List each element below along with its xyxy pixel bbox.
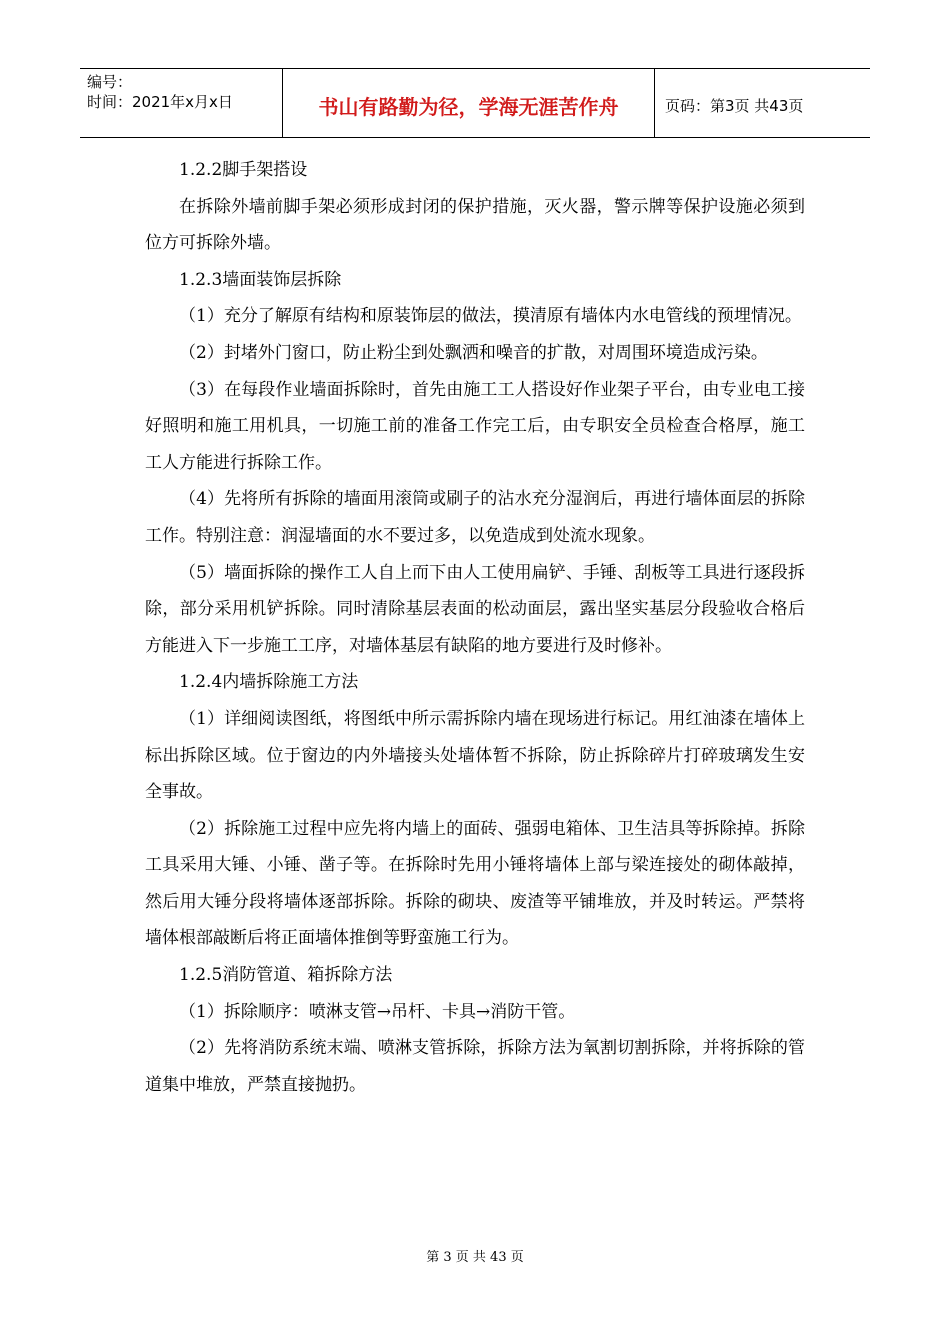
header-meta: [80, 69, 283, 137]
paragraph: （1）详细阅读图纸，将图纸中所示需拆除内墙在现场进行标记。用红油漆在墙体上标出拆除区域。位于窗边的内外墙接头处墙体暂不拆除，防止拆除碎片打碎玻璃发生安全事故。: [145, 708, 805, 803]
paragraph: （2）拆除施工过程中应先将内墙上的面砖、强弱电箱体、卫生洁具等拆除掉。拆除工具采用大锤、小锤、凿子等。在拆除时先用小锤将墙体上部与梁连接处的砌体敲掉，然后用大锤分段将墙体逐部拆除。拆除的砌块、废渣等平铺堆放，并及时转运。严禁将墙体根部敲断后将正面墙体推倒等野蛮施工行为。: [145, 818, 805, 949]
document-number-label: 编号：: [87, 73, 133, 91]
page-footer: 第 3 页 共 43 页: [426, 1250, 524, 1265]
paragraph: （3）在每段作业墙面拆除时，首先由施工工人搭设好作业架子平台，由专业电工接好照明和施工用机具，一切施工前的准备工作完工后，由专职安全员检查合格厚，施工工人方能进行拆除工作。: [145, 379, 805, 473]
header-page-info: 页码：第3页 共43页: [665, 96, 804, 115]
document-date: 时间：2021年x月x日: [87, 93, 233, 111]
section-heading: 1.2.3墙面装饰层拆除: [179, 269, 342, 290]
paragraph: （1）拆除顺序：喷淋支管→吊杆、卡具→消防干管。: [179, 1001, 576, 1022]
paragraph: （1）充分了解原有结构和原装饰层的做法，摸清原有墙体内水电管线的预埋情况。: [179, 306, 802, 327]
paragraph: 在拆除外墙前脚手架必须形成封闭的保护措施，灭火器，警示牌等保护设施必须到位方可拆除外墙。: [145, 196, 805, 254]
paragraph: （2）先将消防系统末端、喷淋支管拆除，拆除方法为氧割切割拆除，并将拆除的管道集中堆放，严禁直接抛扔。: [145, 1038, 805, 1095]
section-heading: 1.2.2脚手架搭设: [179, 160, 308, 180]
section-heading: 1.2.4内墙拆除施工方法: [179, 672, 359, 693]
header-motto: 书山有路勤为径，学海无涯苦作舟: [283, 69, 655, 137]
document-body: [145, 152, 805, 1103]
section-heading: 1.2.5消防管道、箱拆除方法: [179, 965, 393, 986]
paragraph: （5）墙面拆除的操作工人自上而下由人工使用扁铲、手锤、刮板等工具进行逐段拆除，部分采用机铲拆除。同时清除基层表面的松动面层，露出坚实基层分段验收合格后方能进入下一步施工工序，对墙体基层有缺陷的地方要进行及时修补。: [145, 562, 805, 656]
paragraph: （2）封堵外门窗口，防止粉尘到处飘洒和噪音的扩散，对周围环境造成污染。: [179, 342, 768, 363]
page-header: [80, 68, 870, 138]
paragraph: （4）先将所有拆除的墙面用滚筒或刷子的沾水充分湿润后，再进行墙体面层的拆除工作。特别注意：润湿墙面的水不要过多，以免造成到处流水现象。: [145, 489, 805, 546]
